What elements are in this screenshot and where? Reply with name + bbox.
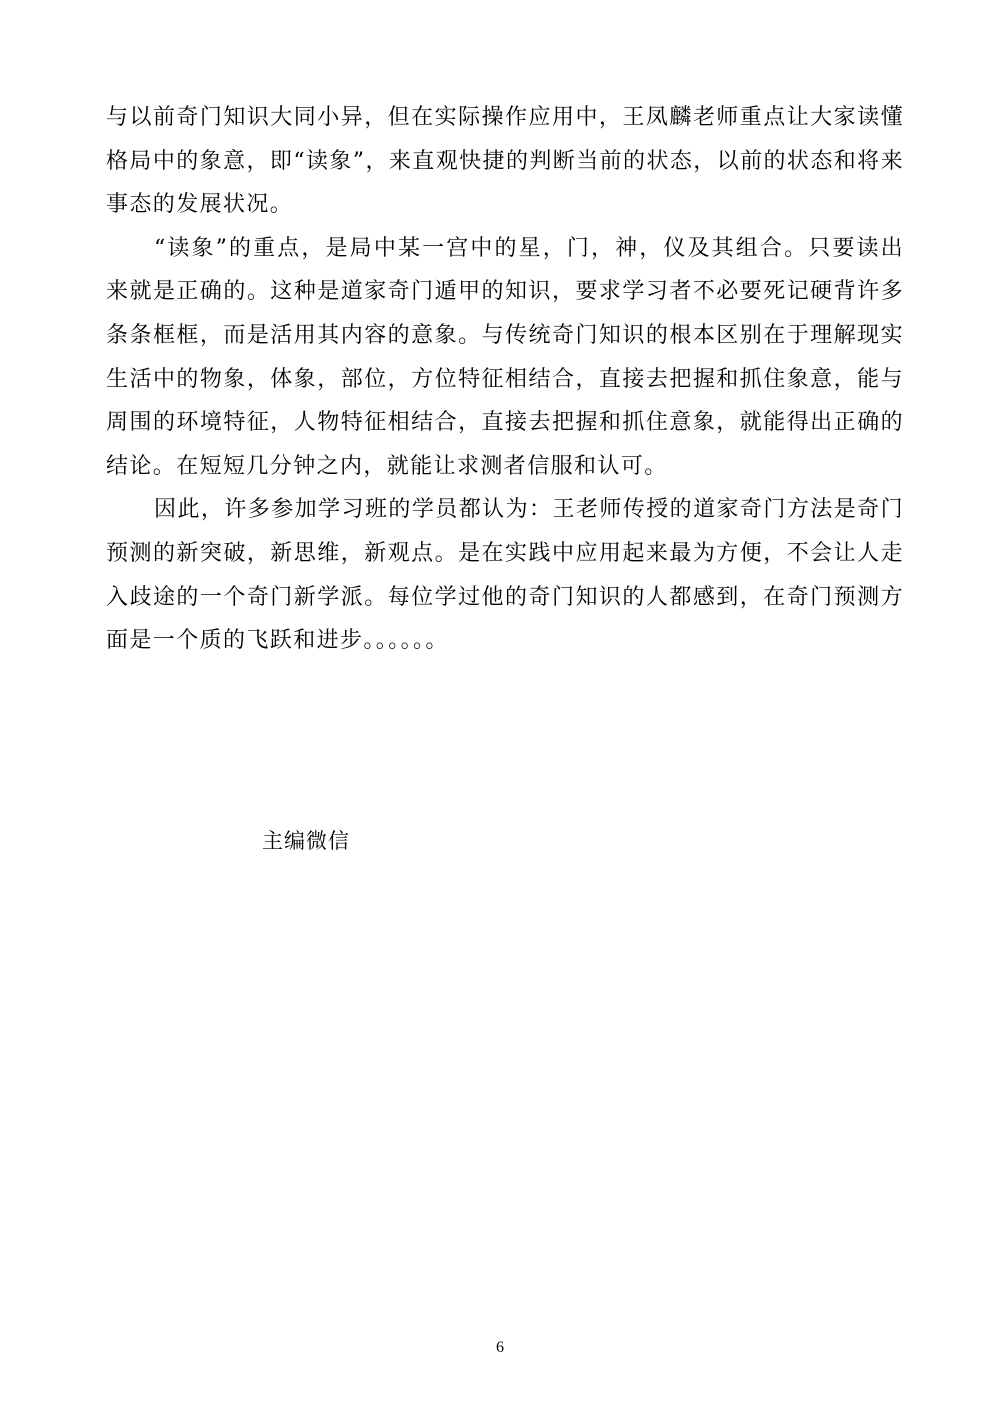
paragraph-2: “读象”的重点，是局中某一宫中的星，门，神，仪及其组合。只要读出来就是正确的。这种是道家奇门遁甲的知识，要求学习者不必要死记硬背许多条条框框，而是活用其内容的意象。与传统奇门知识的根本区别在于理解现实生活中的物象，体象，部位，方位特征相结合，直接去把握和抓住象意，能与周围的环境特征，人物特征相结合，直接去把握和抓住意象，就能得出正确的结论。在短短几分钟之内，就能让求测者信服和认可。	[106, 235, 904, 479]
body-text	[106, 96, 904, 663]
paragraph-3: 因此，许多参加学习班的学员都认为：王老师传授的道家奇门方法是奇门预测的新突破，新思维，新观点。是在实践中应用起来最为方便，不会让人走入歧途的一个奇门新学派。每位学过他的奇门知识的人都感到，在奇门预测方面是一个质的飞跃和进步。。。。。。	[106, 497, 904, 654]
page-number: 6	[496, 1339, 504, 1356]
wechat-caption: 主编微信	[262, 829, 350, 853]
paragraph-1: 与以前奇门知识大同小异，但在实际操作应用中，王凤麟老师重点让大家读懂格局中的象意，即“读象”，来直观快捷的判断当前的状态，以前的状态和将来事态的发展状况。	[106, 105, 904, 218]
